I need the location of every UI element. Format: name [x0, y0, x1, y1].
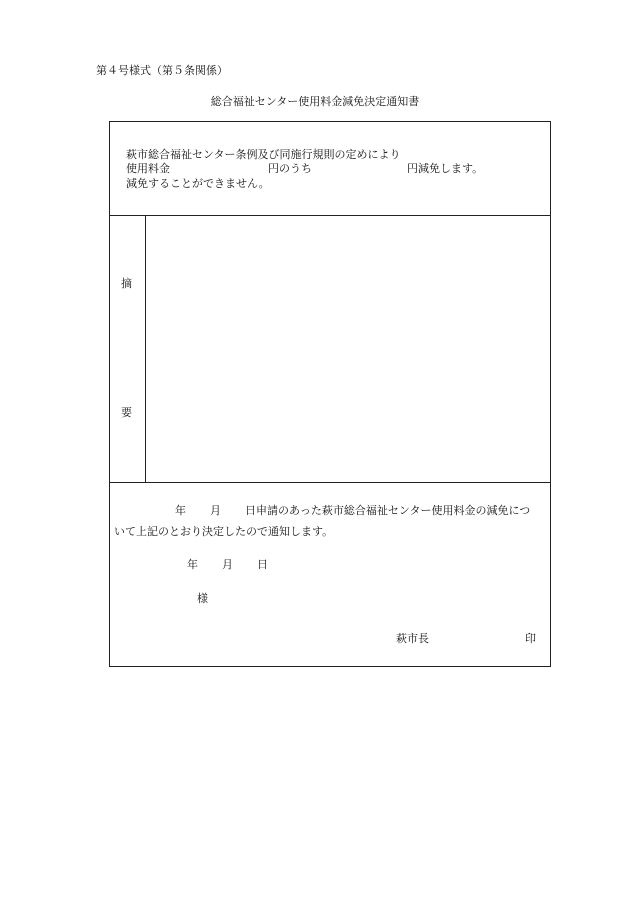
fee-label: 使用料金 [126, 162, 170, 175]
cannot-reduce-text: 減免することができません。 [126, 177, 270, 190]
reduce-yen-text: 円減免します。 [407, 162, 484, 175]
apply-year: 年 [175, 504, 186, 517]
notice-text: いて上記のとおり決定したので通知します。 [114, 525, 334, 538]
recipient-suffix: 様 [197, 592, 208, 605]
divider-bottom [110, 482, 550, 483]
remarks-label-2: 要 [121, 406, 132, 419]
mayor-label: 萩市長 [396, 632, 429, 645]
remarks-divider [145, 215, 146, 482]
notice-day: 日 [257, 558, 268, 571]
remarks-label-1: 摘 [121, 277, 132, 290]
form-number: 第４号様式（第５条関係） [96, 64, 228, 77]
seal-mark: 印 [525, 632, 536, 645]
form-box [109, 121, 551, 667]
divider-top [110, 215, 550, 216]
apply-day-text: 日申請のあった萩市総合福祉センター使用料金の減免につ [245, 504, 531, 517]
notice-year: 年 [187, 558, 198, 571]
apply-month: 月 [210, 504, 221, 517]
document-title: 総合福祉センター使用料金減免決定通知書 [210, 95, 420, 108]
fee-yen-of: 円のうち [268, 162, 312, 175]
notice-month: 月 [222, 558, 233, 571]
regulation-text: 萩市総合福祉センター条例及び同施行規則の定めにより [126, 148, 401, 161]
